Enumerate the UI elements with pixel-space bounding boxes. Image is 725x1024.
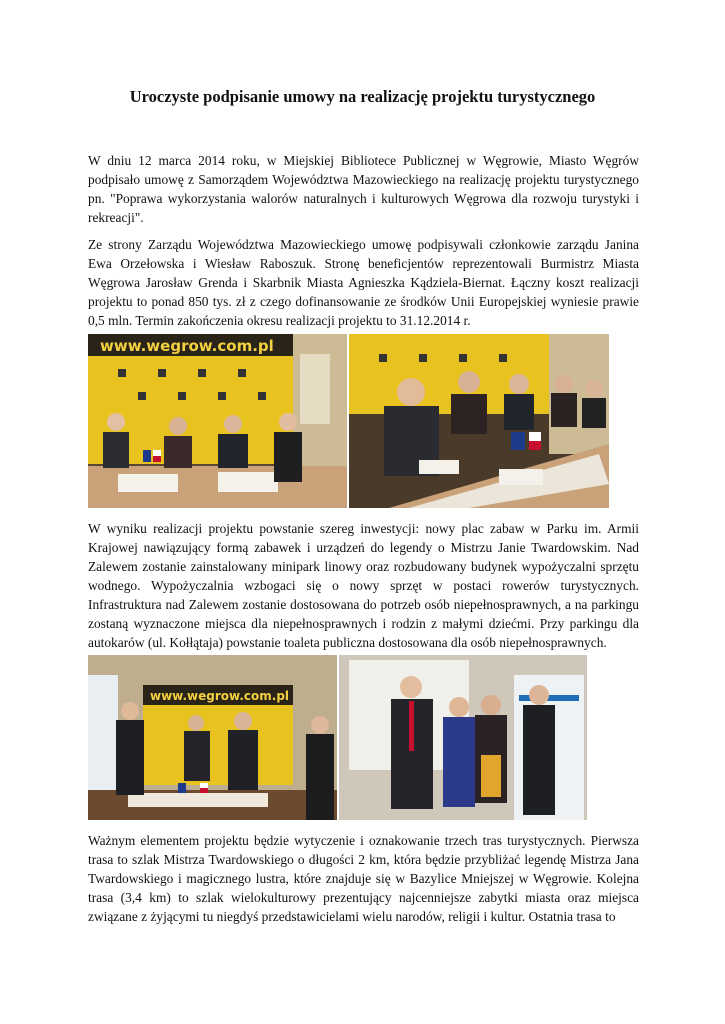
photo-group-portrait	[339, 655, 587, 820]
photo-signing-closeup	[349, 334, 609, 508]
photo-handshake	[88, 655, 337, 820]
document-title: Uroczyste podpisanie umowy na realizację projektu turystycznego	[129, 87, 596, 106]
paragraph-investments: W wyniku realizacji projektu powstanie szereg inwestycji: nowy plac zabaw w Parku im. Armii Krajowej nawiązujący formą zabawek i urządzeń do legendy o Mistrzu Janie Twardowskim. Nad Zalewem zostanie zainstalowany minipark linowy oraz rozbudowany budynek wypożyczalni sprzętu wodnego. Wypożyczalnia wzbogaci się o nowy sprzęt w postaci rowerów turystycznych. Infrastruktura nad Zalewem zostanie dostosowana do potrzeb osób niepełnosprawnych, a na parkingu zostaną wyznaczone miejsca dla niepełnosprawnych i rodzin z małymi dziećmi. Przy parkingu dla autokarów (ul. Kołłątaja) powstanie toaleta publiczna dostosowana dla osób niepełnosprawnych.	[88, 521, 639, 650]
photo-signing-table	[88, 334, 347, 508]
paragraph-intro: W dniu 12 marca 2014 roku, w Miejskiej Bibliotece Publicznej w Węgrowie, Miasto Węgrów podpisało umowę z Samorządem Województwa Mazowieckiego na realizację projektu turystycznego pn. "Poprawa wykorzystania walorów naturalnych i kulturowych Węgrowa dla rozwoju turystyki i rekreacji".	[88, 153, 639, 225]
paragraph-signatories: Ze strony Zarządu Województwa Mazowieckiego umowę podpisywali członkowie zarządu Janina Ewa Orzełowska i Wiesław Raboszuk. Stronę beneficjentów reprezentowali Burmistrz Miasta Węgrowa Jarosław Grenda i Skarbnik Miasta Agnieszka Kądziela-Biernat. Łączny koszt realizacji projektu to ponad 850 tys. zł z czego dofinansowanie ze środków Unii Europejskiej wyniesie prawie 0,5 mln. Termin zakończenia okresu realizacji projektu to 31.12.2014 r.	[88, 237, 639, 328]
banner-website-text: www.wegrow.com.pl	[100, 337, 274, 355]
banner-website-text-2: www.wegrow.com.pl	[150, 689, 290, 703]
paragraph-tourist-routes: Ważnym elementem projektu będzie wytyczenie i oznakowanie trzech tras turystycznych. Pierwsza trasa to szlak Mistrza Twardowskiego o długości 2 km, która będzie przybliżać legendę Mistrza Jana Twardowskiego i magicznego lustra, które znajduje się w Bazylice Mniejszej w Węgrowie. Kolejna trasa (3,4 km) to szlak wielokulturowy prezentujący najcenniejsze zabytki miasta oraz miejsca związane z żyjącymi tu niegdyś przedstawicielami wielu narodów, religii i kultur. Ostatnia trasa to	[88, 833, 639, 924]
